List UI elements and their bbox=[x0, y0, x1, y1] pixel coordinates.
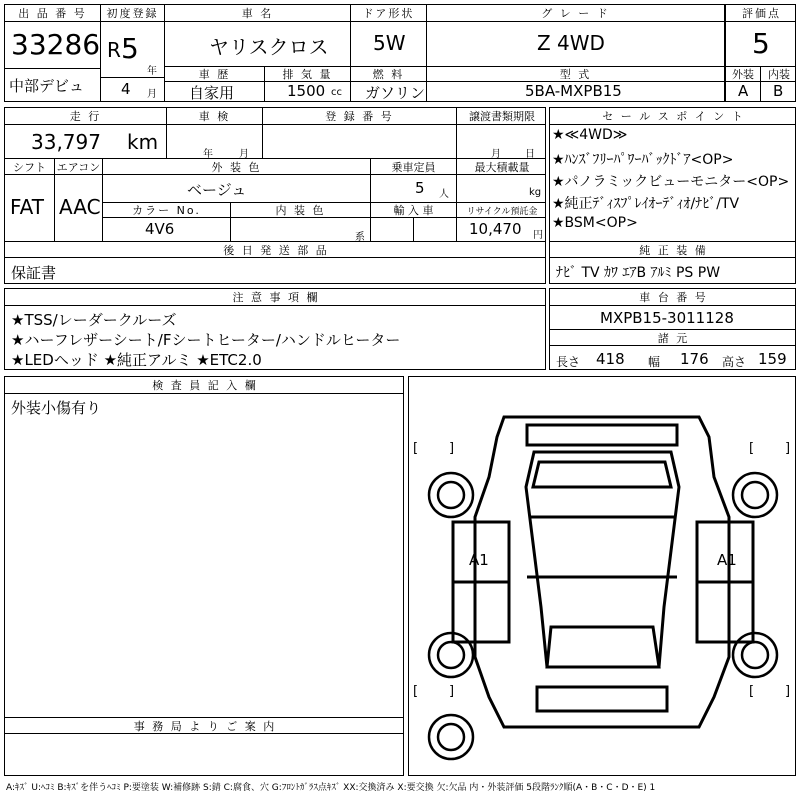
equipment: ﾅﾋﾞ TV ｶﾜ ｴｱB ｱﾙﾐ PS PW bbox=[556, 265, 721, 281]
mileage-unit: km bbox=[127, 130, 159, 154]
windshield bbox=[533, 462, 671, 487]
exterior-score-label: 外装 bbox=[725, 67, 761, 82]
recycle-cell bbox=[457, 218, 546, 242]
damage-mark-right: A1 bbox=[717, 551, 737, 569]
reg-year: 5 bbox=[121, 32, 139, 65]
wheel-rear-left bbox=[429, 633, 473, 677]
reg-month-cell bbox=[101, 78, 165, 101]
length-label: 長さ bbox=[556, 355, 581, 369]
rear-window bbox=[547, 627, 659, 667]
mileage: 33,797 bbox=[31, 130, 101, 154]
int-color-cell bbox=[231, 218, 371, 242]
inspection-year-unit: 年 bbox=[203, 149, 213, 159]
inspector-label: 検 査 員 記 入 欄 bbox=[5, 377, 404, 394]
height: 159 bbox=[758, 350, 787, 368]
ext-color-label: 外 装 色 bbox=[103, 159, 371, 175]
history-label: 車 歴 bbox=[165, 67, 265, 82]
interior-score-label: 内装 bbox=[761, 67, 796, 82]
max-load-label: 最大積載量 bbox=[457, 159, 546, 175]
capacity-unit: 人 bbox=[439, 189, 449, 200]
int-color-label: 内 装 色 bbox=[231, 203, 371, 218]
model-label: 型 式 bbox=[427, 67, 725, 82]
svg-text:[: [ bbox=[749, 684, 755, 699]
svg-text:[: [ bbox=[413, 684, 419, 699]
model-cell bbox=[427, 82, 725, 101]
chassis-no: MXPB15-3011128 bbox=[600, 309, 734, 327]
length: 418 bbox=[596, 350, 625, 368]
grade: Z 4WD bbox=[537, 31, 605, 55]
damage-legend: A:ｷｽﾞ U:ﾍｺﾐ B:ｷｽﾞを伴うﾍｺﾐ P:要塗装 W:補修跡 S:錆 C:腐食、穴 G:ﾌﾛﾝﾄｶﾞﾗｽ点ｷｽﾞ XX:交換済み X:要交換 欠:欠品 内・外装評価 5段階ﾗﾝｸ順(A・B・C・D・E) 1 bbox=[6, 783, 656, 793]
debut-label: 中部デビュ bbox=[9, 77, 85, 95]
era-label: R bbox=[107, 38, 121, 62]
int-color-unit: 系 bbox=[355, 232, 365, 242]
wheel-spare bbox=[429, 715, 473, 759]
shift-cell bbox=[5, 175, 55, 242]
sales-point-item: ★パノラミックビューモニター<OP> bbox=[552, 174, 790, 190]
lot-no-label: 出 品 番 号 bbox=[5, 5, 101, 22]
svg-text:[: [ bbox=[749, 441, 755, 456]
exterior-score: A bbox=[738, 82, 749, 100]
notes-line: ★LEDヘッド ★純正アルミ ★ETC2.0 bbox=[11, 351, 262, 369]
displacement-label: 排 気 量 bbox=[265, 67, 351, 82]
sales-points-panel bbox=[549, 107, 796, 284]
mileage-label: 走 行 bbox=[5, 108, 167, 125]
score: 5 bbox=[752, 27, 770, 60]
height-label: 高さ bbox=[722, 355, 747, 369]
wheel-front-right bbox=[733, 473, 777, 517]
capacity: 5 bbox=[415, 179, 425, 197]
width: 176 bbox=[680, 350, 709, 368]
door-label: ドア形状 bbox=[351, 5, 427, 22]
chassis-panel bbox=[549, 288, 796, 370]
car-diagram-panel bbox=[408, 376, 796, 776]
ac-cell bbox=[55, 175, 103, 242]
left-rear-door bbox=[453, 582, 509, 642]
interior-score: B bbox=[773, 82, 784, 100]
fuel-cell bbox=[351, 82, 427, 101]
chassis-label: 車 台 番 号 bbox=[550, 289, 796, 306]
month-unit: 月 bbox=[147, 89, 157, 100]
later-parts: 保証書 bbox=[11, 264, 57, 282]
max-load-cell bbox=[457, 175, 546, 203]
door-cell bbox=[351, 22, 427, 67]
year-unit: 年 bbox=[147, 66, 157, 77]
svg-text:]: ] bbox=[785, 441, 791, 456]
notes-panel bbox=[4, 288, 546, 370]
damage-mark-left: A1 bbox=[469, 551, 489, 569]
displacement-unit: cc bbox=[331, 87, 342, 98]
lot-no: 33286 bbox=[11, 28, 101, 61]
reg-no-cell bbox=[263, 125, 457, 159]
wheel-front-left bbox=[429, 473, 473, 517]
history-cell bbox=[165, 82, 265, 101]
width-label: 幅 bbox=[648, 355, 661, 369]
first-reg-cell bbox=[101, 22, 165, 78]
sales-point-item: ★純正ﾃﾞｨｽﾌﾟﾚｲｵｰﾃﾞｨｵ/ﾅﾋﾞ/TV bbox=[552, 196, 740, 212]
wheel-rear-right bbox=[733, 633, 777, 677]
debut-cell bbox=[5, 69, 101, 101]
shift: FAT bbox=[10, 195, 45, 219]
door-type: 5W bbox=[373, 31, 406, 55]
history: 自家用 bbox=[189, 84, 235, 101]
front-bumper bbox=[527, 425, 677, 445]
sales-point-item: ★≪4WD≫ bbox=[552, 127, 628, 143]
transfer-day-unit: 日 bbox=[525, 149, 535, 159]
capacity-label: 乗車定員 bbox=[371, 159, 457, 175]
lot-no-cell bbox=[5, 22, 101, 69]
ac-label: エアコン bbox=[55, 159, 103, 175]
transfer-label: 譲渡書類期限 bbox=[457, 108, 546, 125]
car-diagram bbox=[409, 377, 796, 776]
grade-label: グ レ ー ド bbox=[427, 5, 725, 22]
svg-text:]: ] bbox=[449, 684, 455, 699]
max-load-unit: kg bbox=[529, 187, 542, 198]
sales-point-item: ★BSM<OP> bbox=[552, 215, 638, 231]
sales-points-label: セ ー ル ス ポ イ ン ト bbox=[550, 108, 796, 125]
inspection-cell bbox=[167, 125, 263, 159]
equipment-label: 純 正 装 備 bbox=[550, 242, 796, 258]
import-cell bbox=[371, 218, 457, 242]
transfer-month-unit: 月 bbox=[491, 149, 501, 159]
right-rear-door bbox=[697, 582, 753, 642]
inspection-month-unit: 月 bbox=[239, 149, 249, 159]
notes-line: ★ハーフレザーシート/Fシートヒーター/ハンドルヒーター bbox=[11, 331, 401, 349]
ac: AAC bbox=[59, 195, 101, 219]
dims-label: 諸 元 bbox=[550, 330, 796, 346]
ext-color-cell bbox=[103, 175, 371, 203]
color-no: 4V6 bbox=[145, 220, 175, 238]
car-name-label: 車 名 bbox=[165, 5, 351, 22]
vehicle-detail-panel bbox=[4, 107, 546, 284]
transfer-cell bbox=[457, 125, 546, 159]
fuel-label: 燃 料 bbox=[351, 67, 427, 82]
header-panel bbox=[4, 4, 796, 102]
recycle: 10,470 bbox=[469, 220, 522, 238]
recycle-label: リサイクル預託金 bbox=[457, 203, 546, 218]
reg-month: 4 bbox=[121, 80, 131, 98]
sales-points-list bbox=[550, 125, 796, 242]
inspector-note: 外装小傷有り bbox=[11, 399, 102, 417]
notes-label: 注 意 事 項 欄 bbox=[5, 289, 546, 306]
exterior-score-cell bbox=[725, 82, 761, 101]
ext-color: ベージュ bbox=[187, 181, 247, 199]
reg-no-label: 登 録 番 号 bbox=[263, 108, 457, 125]
score-label: 評価点 bbox=[725, 5, 796, 22]
car-name: ヤリスクロス bbox=[209, 35, 329, 59]
capacity-cell bbox=[371, 175, 457, 203]
svg-text:[: [ bbox=[413, 441, 419, 456]
model: 5BA-MXPB15 bbox=[525, 82, 622, 100]
score-cell bbox=[725, 22, 796, 67]
later-parts-label: 後 日 発 送 部 品 bbox=[5, 242, 546, 258]
color-no-label: カラー No. bbox=[103, 203, 231, 218]
displacement-cell bbox=[265, 82, 351, 101]
color-no-cell bbox=[103, 218, 231, 242]
recycle-unit: 円 bbox=[533, 230, 543, 241]
office-label: 事 務 局 よ り ご 案 内 bbox=[5, 717, 404, 734]
mileage-cell bbox=[5, 125, 167, 159]
inspector-panel bbox=[4, 376, 404, 776]
inspection-label: 車 検 bbox=[167, 108, 263, 125]
shift-label: シフト bbox=[5, 159, 55, 175]
first-reg-label: 初度登録 bbox=[101, 5, 165, 22]
import-label: 輸 入 車 bbox=[371, 203, 457, 218]
chassis-cell bbox=[550, 306, 796, 330]
later-parts-cell bbox=[5, 258, 546, 284]
svg-text:]: ] bbox=[785, 684, 791, 699]
grade-cell bbox=[427, 22, 725, 67]
rear-bumper bbox=[537, 687, 667, 711]
sales-point-item: ★ﾊﾝｽﾞﾌﾘｰﾊﾟﾜｰﾊﾞｯｸﾄﾞｱ<OP> bbox=[552, 152, 734, 168]
svg-text:]: ] bbox=[449, 441, 455, 456]
car-name-cell bbox=[165, 22, 351, 67]
displacement: 1500 bbox=[287, 82, 326, 100]
interior-score-cell bbox=[761, 82, 796, 101]
fuel: ガソリン bbox=[365, 84, 426, 101]
notes-line: ★TSS/レーダークルーズ bbox=[11, 311, 177, 329]
